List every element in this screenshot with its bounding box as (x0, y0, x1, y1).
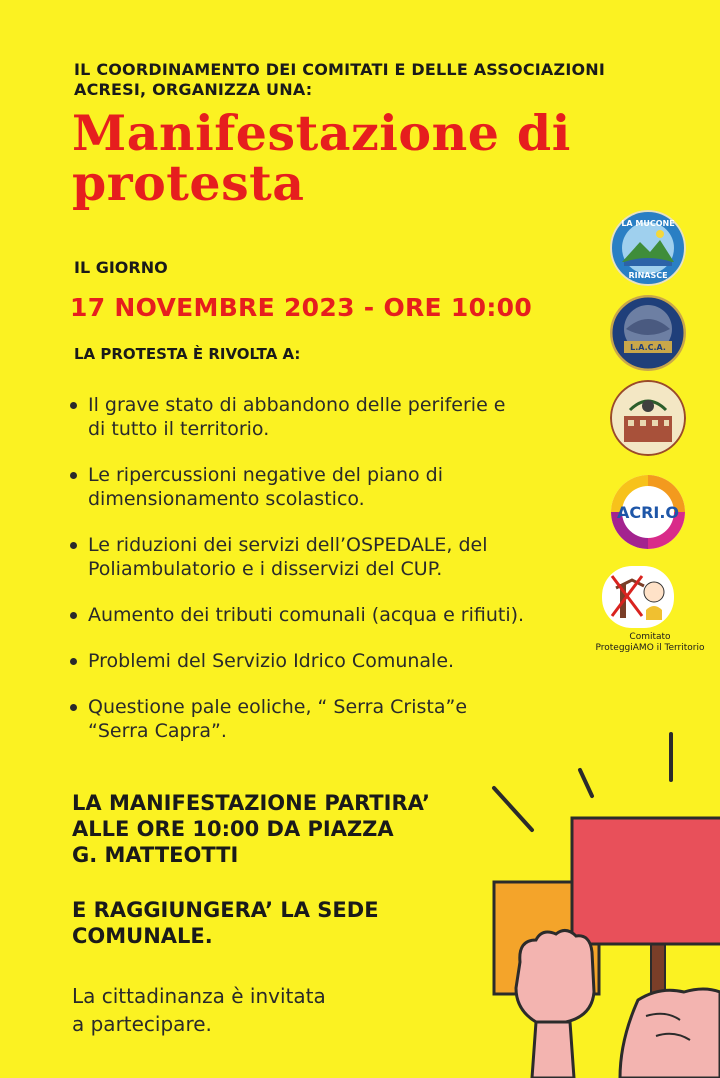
title-line-2: protesta (72, 154, 305, 212)
organizer-line-2: ACRESI, ORGANIZZA UNA: (74, 80, 313, 99)
list-item: Questione pale eoliche, “ Serra Crista”e “Serra Capra”. (68, 695, 568, 743)
laca-text: L.A.C.A. (630, 343, 666, 352)
list-item: Aumento dei tributi comunali (acqua e rifiuti). (68, 603, 568, 627)
bullet-icon (70, 542, 77, 549)
left-fist (516, 930, 594, 1022)
burst-line (580, 770, 592, 796)
organizer-line-1: IL COORDINAMENTO DEI COMITATI E DELLE ASSOCIAZIONI (74, 60, 606, 79)
acri-text: ACRI.O (616, 503, 680, 522)
organizer-heading (74, 60, 654, 100)
left-arm (532, 1022, 574, 1078)
title-line-1: Manifestazione di (72, 104, 571, 162)
list-item: Problemi del Servizio Idrico Comunale. (68, 649, 568, 673)
la-mucone-rinasce-logo (610, 210, 686, 286)
protest-signs-illustration (470, 730, 720, 1078)
mucone-top-text: LA MUCONE (621, 219, 675, 228)
laca-logo (610, 295, 686, 371)
comitato-caption: Comitato ProteggiAMO il Territorio (595, 632, 705, 653)
association-photo-logo (610, 380, 686, 456)
list-item: Le ripercussioni negative del piano di dimensionamento scolastico. (68, 463, 568, 511)
acri-logo (610, 474, 686, 550)
bullet-icon (70, 612, 77, 619)
route-arrive: E RAGGIUNGERA’ LA SEDE COMUNALE. (72, 898, 379, 948)
bullet-icon (70, 472, 77, 479)
bullet-icon (70, 402, 77, 409)
list-item: Il grave stato di abbandono delle periferie e di tutto il territorio. (68, 393, 568, 441)
bullet-icon (70, 658, 77, 665)
invitation-text: La cittadinanza è invitata a partecipare. (72, 984, 326, 1036)
burst-line (494, 788, 532, 830)
event-date: 17 NOVEMBRE 2023 - ORE 10:00 (70, 293, 533, 322)
mucone-bottom-text: RINASCE (628, 271, 668, 280)
protest-reasons-list (68, 393, 568, 765)
protest-label: LA PROTESTA È RIVOLTA A: (74, 345, 301, 363)
bullet-icon (70, 704, 77, 711)
red-sign (572, 818, 720, 944)
list-item: Le riduzioni dei servizi dell’OSPEDALE, del Poliambulatorio e i disservizi del CUP. (68, 533, 568, 581)
comitato-logo (602, 566, 674, 628)
day-label: IL GIORNO (74, 258, 168, 277)
page-title (72, 104, 632, 212)
route-start: LA MANIFESTAZIONE PARTIRA’ ALLE ORE 10:00 DA PIAZZA G. MATTEOTTI (72, 791, 430, 867)
